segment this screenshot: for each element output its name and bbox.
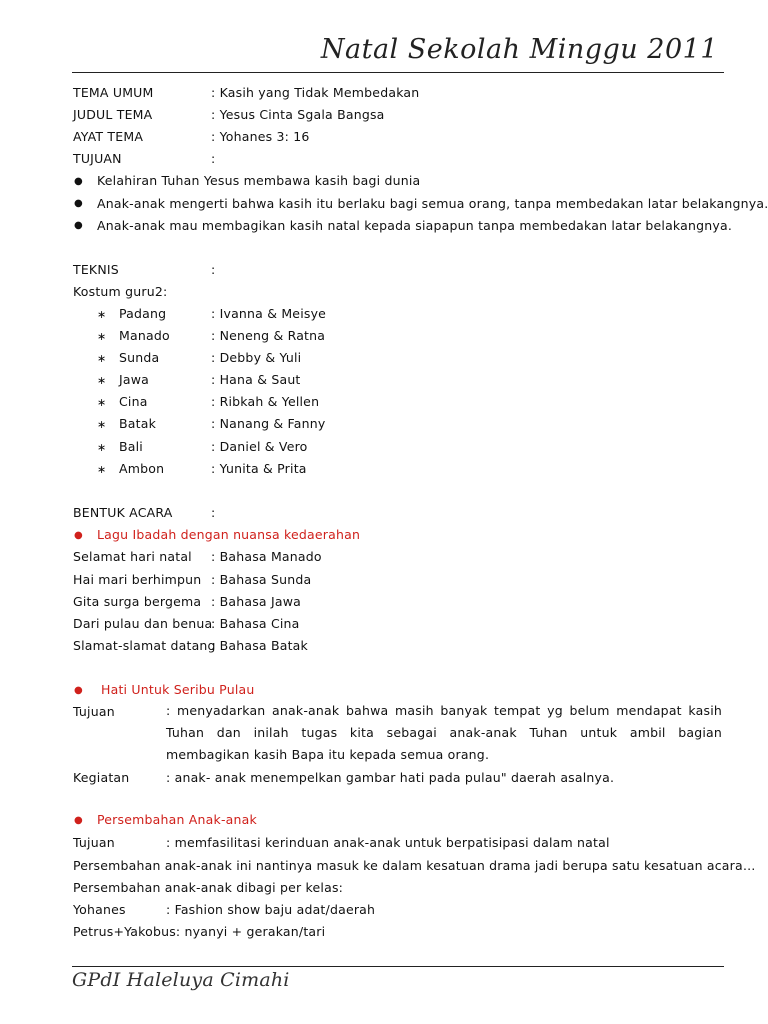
- asterisk-bullet-icon: ∗: [97, 418, 107, 431]
- asterisk-bullet-icon: ∗: [97, 308, 107, 321]
- kostum-names: : Yunita & Prita: [211, 461, 307, 476]
- bullet-icon: ●: [74, 220, 83, 231]
- kostum-names: : Ribkah & Yellen: [211, 394, 320, 409]
- judul-tema-value: : Yesus Cinta Sgala Bangsa: [211, 107, 385, 122]
- song-language: : Bahasa Cina: [211, 616, 300, 631]
- kostum-region: Bali: [119, 439, 143, 454]
- song-title: Dari pulau dan benua: [73, 616, 213, 631]
- song-language: : Bahasa Jawa: [211, 594, 301, 609]
- lagu-heading: Lagu Ibadah dengan nuansa kedaerahan: [97, 527, 361, 542]
- kostum-region: Manado: [119, 328, 170, 343]
- yohanes-text: : Fashion show baju adat/daerah: [166, 902, 376, 917]
- persembahan-line-1: Persembahan anak-anak ini nantinya masuk ke dalam kesatuan drama jadi berupa satu kesatuan acara…: [73, 858, 756, 873]
- song-title: Selamat hari natal: [73, 549, 192, 564]
- ayat-tema-value: : Yohanes 3: 16: [211, 129, 310, 144]
- kostum-region: Sunda: [119, 350, 160, 365]
- persembahan-line-2: Persembahan anak-anak dibagi per kelas:: [73, 880, 344, 895]
- song-title: Gita surga bergema: [73, 594, 202, 609]
- song-language: : Bahasa Batak: [211, 638, 308, 653]
- asterisk-bullet-icon: ∗: [97, 396, 107, 409]
- ayat-tema-label: AYAT TEMA: [73, 129, 144, 144]
- kostum-region: Padang: [119, 306, 167, 321]
- song-title: Hai mari berhimpun: [73, 572, 202, 587]
- petrus-yakobus-line: Petrus+Yakobus: nyanyi + gerakan/tari: [73, 924, 326, 939]
- persembahan-tujuan-label: Tujuan: [73, 835, 115, 850]
- kostum-region: Jawa: [119, 372, 150, 387]
- tujuan-colon: :: [211, 151, 216, 166]
- hati-tujuan-text: : menyadarkan anak-anak bahwa masih banyak tempat yg belum mendapat kasih Tuhan dan inilah tugas kita sebagai anak-anak Tuhan untuk ambil bagian membagikan kasih Bapa itu kepada semua orang.: [166, 703, 722, 762]
- tujuan-label: TUJUAN: [73, 151, 122, 166]
- asterisk-bullet-icon: ∗: [97, 330, 107, 343]
- bullet-icon: ●: [74, 815, 83, 826]
- hati-kegiatan-label: Kegiatan: [73, 770, 130, 785]
- footer-divider: [72, 966, 724, 967]
- kostum-names: : Daniel & Vero: [211, 439, 308, 454]
- asterisk-bullet-icon: ∗: [97, 441, 107, 454]
- song-language: : Bahasa Sunda: [211, 572, 312, 587]
- judul-tema-label: JUDUL TEMA: [73, 107, 153, 122]
- persembahan-tujuan-text: : memfasilitasi kerinduan anak-anak untuk berpatisipasi dalam natal: [166, 835, 610, 850]
- tema-umum-value: : Kasih yang Tidak Membedakan: [211, 85, 420, 100]
- bullet-icon: ●: [74, 198, 83, 209]
- kostum-names: : Hana & Saut: [211, 372, 301, 387]
- kostum-region: Cina: [119, 394, 148, 409]
- kostum-region: Batak: [119, 416, 157, 431]
- bullet-icon: ●: [74, 685, 83, 696]
- asterisk-bullet-icon: ∗: [97, 352, 107, 365]
- persembahan-heading: Persembahan Anak-anak: [97, 812, 257, 827]
- tujuan-bullet-3: Anak-anak mau membagikan kasih natal kepada siapapun tanpa membedakan latar belakangnya.: [97, 218, 733, 233]
- tema-umum-label: TEMA UMUM: [73, 85, 154, 100]
- footer-church-name: GPdI Haleluya Cimahi: [72, 969, 290, 991]
- bentuk-acara-colon: :: [211, 505, 216, 520]
- kostum-region: Ambon: [119, 461, 165, 476]
- hati-heading: Hati Untuk Seribu Pulau: [101, 682, 255, 697]
- kostum-names: : Nanang & Fanny: [211, 416, 326, 431]
- yohanes-label: Yohanes: [73, 902, 126, 917]
- song-title: Slamat-slamat datang: [73, 638, 216, 653]
- tujuan-bullet-2: Anak-anak mengerti bahwa kasih itu berlaku bagi semua orang, tanpa membedakan latar belakangnya.: [97, 196, 768, 211]
- kostum-names: : Ivanna & Meisye: [211, 306, 327, 321]
- header-divider: [72, 72, 724, 73]
- bentuk-acara-label: BENTUK ACARA: [73, 505, 173, 520]
- teknis-label: TEKNIS: [73, 262, 119, 277]
- bullet-icon: ●: [74, 530, 83, 541]
- tujuan-bullet-1: Kelahiran Tuhan Yesus membawa kasih bagi dunia: [97, 173, 421, 188]
- asterisk-bullet-icon: ∗: [97, 374, 107, 387]
- teknis-colon: :: [211, 262, 216, 277]
- hati-tujuan-label: Tujuan: [73, 704, 115, 719]
- kostum-label: Kostum guru2:: [73, 284, 168, 299]
- song-language: : Bahasa Manado: [211, 549, 322, 564]
- asterisk-bullet-icon: ∗: [97, 463, 107, 476]
- kostum-names: : Neneng & Ratna: [211, 328, 326, 343]
- bullet-icon: ●: [74, 176, 83, 187]
- kostum-names: : Debby & Yuli: [211, 350, 302, 365]
- hati-kegiatan-text: : anak- anak menempelkan gambar hati pada pulau" daerah asalnya.: [166, 770, 615, 785]
- document-header-title: Natal Sekolah Minggu 2011: [320, 34, 718, 65]
